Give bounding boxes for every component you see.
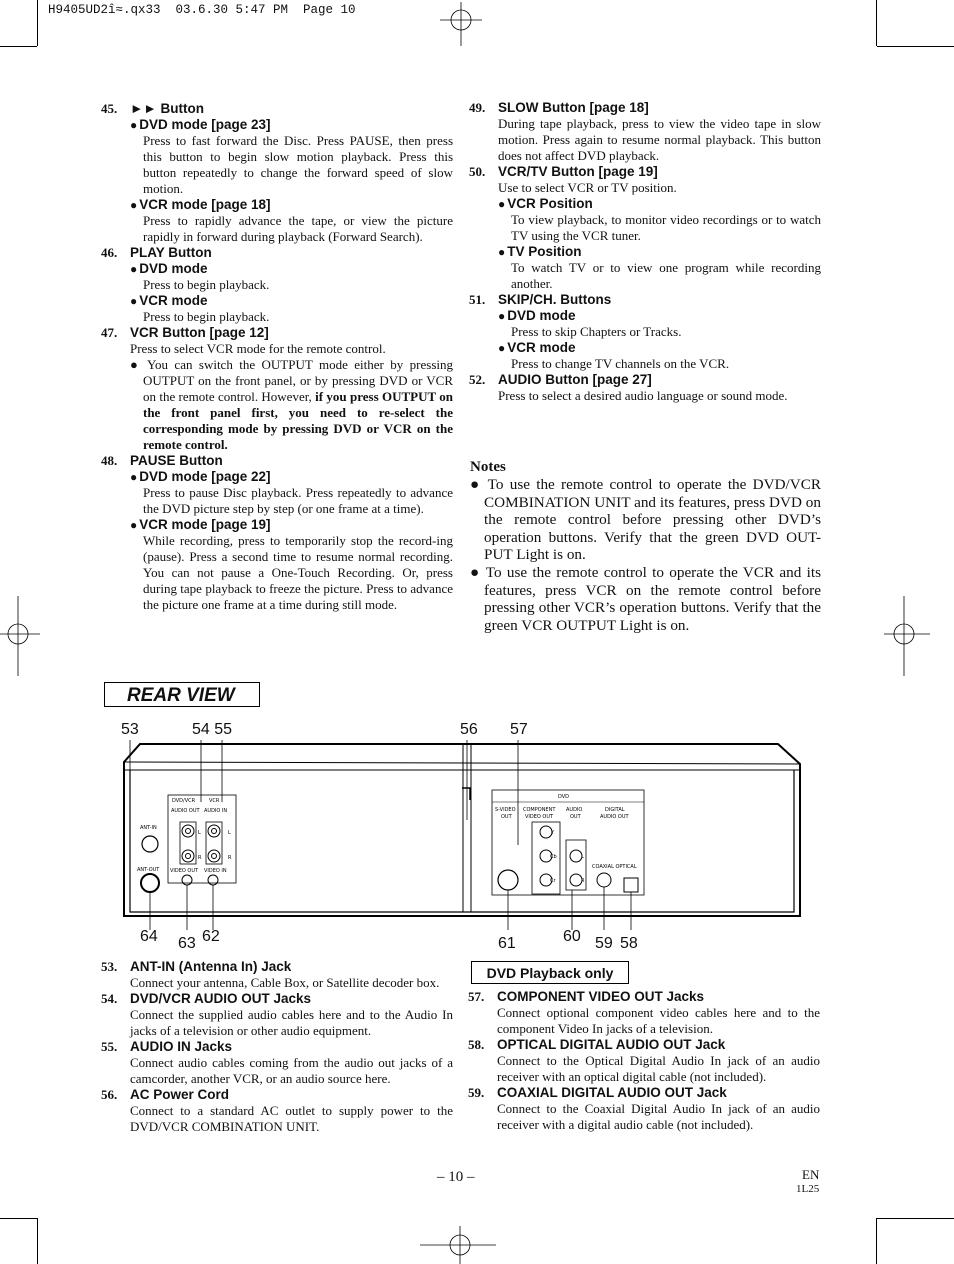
entry-title: VCR/TV Button [page 19] <box>498 164 658 179</box>
entry-number: 55. <box>101 1039 118 1054</box>
svg-text:DVD/VCR: DVD/VCR <box>172 798 196 804</box>
mode-heading: ● DVD mode <box>130 261 208 276</box>
mode-heading: ● VCR Position <box>498 196 593 211</box>
entry-number: 54. <box>101 991 118 1006</box>
model-code: 1L25 <box>796 1183 820 1195</box>
entry-title: ►► Button <box>130 101 204 116</box>
entry-54 <box>101 991 453 1039</box>
right-column <box>469 100 821 404</box>
callout-64: 64 <box>140 928 158 945</box>
svg-text:ANT-OUT: ANT-OUT <box>137 867 160 873</box>
notes-section <box>470 459 821 634</box>
svg-text:ANT-IN: ANT-IN <box>140 825 157 831</box>
entry-55 <box>101 1039 453 1087</box>
entry-number: 46. <box>101 245 118 260</box>
entry-text: Connect audio cables coming from the audio out jacks of a camcorder, another VCR, or an audio source here. <box>130 1055 453 1086</box>
entry-number: 51. <box>469 292 486 307</box>
svg-text:OUT: OUT <box>501 814 512 820</box>
entry-number: 45. <box>101 101 118 116</box>
bullet-note: ● You can switch the OUTPUT mode either by pressing OUTPUT on the front panel, or by pressing DVD or VCR on the remote control. However, if you press OUTPUT on the front panel first, you need to re-select the corresponding mode by pressing DVD or VCR on the remote control. <box>130 357 453 452</box>
entry-title: VCR Button [page 12] <box>130 325 269 340</box>
callout-57: 57 <box>510 721 528 738</box>
entry-title: PLAY Button <box>130 245 212 260</box>
note-item: ● To use the remote control to operate the VCR and its features, press VCR on the remote control before pressing other VCR’s operation buttons. Verify that the green VCR OUTPUT Light is on. <box>470 563 821 634</box>
registration-mark-top <box>440 2 482 46</box>
callout-59: 59 <box>595 935 613 952</box>
entry-48 <box>101 453 453 613</box>
mode-heading: ● DVD mode [page 22] <box>130 469 271 484</box>
entry-number: 50. <box>469 164 486 179</box>
entry-text: Use to select VCR or TV position. <box>498 180 677 195</box>
svg-text:AUDIO OUT: AUDIO OUT <box>171 808 200 814</box>
mode-text: To watch TV or to view one program while recording another. <box>511 260 821 291</box>
entry-title: COMPONENT VIDEO OUT Jacks <box>497 989 705 1004</box>
mode-text: Press to change TV channels on the VCR. <box>511 356 730 371</box>
rear-panel-diagram <box>118 740 808 930</box>
page-number: – 10 – <box>437 1169 475 1185</box>
svg-text:COAXIAL OPTICAL: COAXIAL OPTICAL <box>592 864 637 870</box>
entry-59 <box>468 1085 820 1133</box>
mode-text: To view playback, to monitor video recordings or to watch TV using the VCR tuner. <box>511 212 821 243</box>
entry-title: OPTICAL DIGITAL AUDIO OUT Jack <box>497 1037 726 1052</box>
svg-text:Cr: Cr <box>550 878 556 884</box>
language-code: EN <box>802 1167 820 1182</box>
entry-text: Press to select a desired audio language or sound mode. <box>498 388 788 403</box>
callout-56: 56 <box>460 721 478 738</box>
entry-title: ANT-IN (Antenna In) Jack <box>130 959 292 974</box>
callout-58: 58 <box>620 935 638 952</box>
mode-text: Press to pause Disc playback. Press repeatedly to advance the DVD picture step by step (or one frame at a time). <box>143 485 453 516</box>
svg-text:L: L <box>198 830 201 836</box>
mode-text: Press to skip Chapters or Tracks. <box>511 324 682 339</box>
entry-number: 52. <box>469 372 486 387</box>
registration-mark-bottom <box>420 1226 496 1264</box>
entry-number: 56. <box>101 1087 118 1102</box>
svg-text:AUDIO IN: AUDIO IN <box>204 808 228 814</box>
bottom-left-column <box>101 959 453 1135</box>
entry-text: Connect your antenna, Cable Box, or Satellite decoder box. <box>130 975 440 990</box>
mode-heading: ● VCR mode [page 18] <box>130 197 271 212</box>
entry-text: Connect optional component video cables here and to the component Video In jacks of a television. <box>497 1005 820 1036</box>
entry-title: SLOW Button [page 18] <box>498 100 649 115</box>
svg-text:S-VIDEO: S-VIDEO <box>495 807 516 813</box>
callout-60: 60 <box>563 928 581 945</box>
entry-47 <box>101 325 453 453</box>
registration-mark-right <box>884 596 930 676</box>
svg-text:AUDIO OUT: AUDIO OUT <box>600 814 629 820</box>
svg-text:VCR: VCR <box>209 798 220 804</box>
mode-heading: ● TV Position <box>498 244 582 259</box>
svg-text:L: L <box>581 854 584 860</box>
callout-61: 61 <box>498 935 516 952</box>
mode-text: Press to rapidly advance the tape, or view the picture rapidly in forward during playback (Forward Search). <box>143 213 453 244</box>
entry-title: AC Power Cord <box>130 1087 230 1102</box>
registration-mark-left <box>0 596 40 676</box>
svg-text:Cb: Cb <box>550 854 557 860</box>
svg-text:R: R <box>581 878 585 884</box>
entry-57 <box>468 989 820 1037</box>
entry-number: 58. <box>468 1037 485 1052</box>
rear-view-title: REAR VIEW <box>104 682 260 707</box>
notes-heading: Notes <box>470 459 506 475</box>
entry-number: 57. <box>468 989 485 1004</box>
mode-text: Press to fast forward the Disc. Press PAUSE, then press this button to begin slow motion playback. Press this button repeatedly to change the forward speed of slow motion. <box>143 133 453 196</box>
svg-text:OUT: OUT <box>570 814 581 820</box>
svg-text:COMPONENT: COMPONENT <box>523 807 556 813</box>
svg-text:L: L <box>228 830 231 836</box>
file-header: H9405UD2î≈.qx33 03.6.30 5:47 PM Page 10 <box>48 3 356 17</box>
dvd-playback-only-label: DVD Playback only <box>471 961 629 984</box>
entry-52 <box>469 372 821 404</box>
note-item: ● To use the remote control to operate the DVD/VCR COMBINATION UNIT and its features, press DVD on the remote control before pressing other DVD’s operation buttons. Verify that the green DVD OUT-PUT Light is on. <box>470 476 821 564</box>
svg-text:R: R <box>198 855 202 861</box>
entry-text: Connect to the Coaxial Digital Audio In jack of an audio receiver with a digital audio cable (not included). <box>497 1101 820 1132</box>
mode-heading: ● DVD mode <box>498 308 576 323</box>
entry-56 <box>101 1087 453 1135</box>
entry-number: 47. <box>101 325 118 340</box>
mode-heading: ● VCR mode [page 19] <box>130 517 271 532</box>
callout-62: 62 <box>202 928 220 945</box>
entry-text: During tape playback, press to view the video tape in slow motion. Press again to resume normal playback. This button does not affect DVD playback. <box>498 116 821 163</box>
entry-text: Press to select VCR mode for the remote control. <box>130 341 386 356</box>
entry-title: AUDIO IN Jacks <box>130 1039 233 1054</box>
entry-46 <box>101 245 453 325</box>
mode-text: Press to begin playback. <box>143 277 270 292</box>
mode-text: While recording, press to temporarily stop the record-ing (pause). Press a second time to resume normal recording. You can not pause a One-Touch Recording. Or, press during tape playback to freeze the picture. Press to advance the picture one frame at a time during still mode. <box>143 533 453 612</box>
entry-title: SKIP/CH. Buttons <box>498 292 612 307</box>
bottom-right-column <box>468 989 820 1133</box>
mode-text: Press to begin playback. <box>143 309 270 324</box>
entry-49 <box>469 100 821 164</box>
mode-heading: ● VCR mode <box>130 293 208 308</box>
entry-number: 48. <box>101 453 118 468</box>
svg-text:VIDEO OUT: VIDEO OUT <box>525 814 554 820</box>
mode-heading: ● DVD mode [page 23] <box>130 117 271 132</box>
entry-number: 59. <box>468 1085 485 1100</box>
entry-45 <box>101 101 453 245</box>
svg-text:DVD: DVD <box>558 794 570 800</box>
entry-title: PAUSE Button <box>130 453 223 468</box>
entry-title: DVD/VCR AUDIO OUT Jacks <box>130 991 312 1006</box>
svg-text:VIDEO IN: VIDEO IN <box>204 868 227 874</box>
entry-58 <box>468 1037 820 1085</box>
callout-53: 53 <box>121 721 139 738</box>
entry-title: COAXIAL DIGITAL AUDIO OUT Jack <box>497 1085 727 1100</box>
entry-53 <box>101 959 453 991</box>
entry-51 <box>469 292 821 372</box>
callout-63: 63 <box>178 935 196 952</box>
entry-number: 49. <box>469 100 486 115</box>
mode-heading: ● VCR mode <box>498 340 576 355</box>
left-column <box>101 101 453 613</box>
svg-text:DIGITAL: DIGITAL <box>605 807 625 813</box>
entry-50 <box>469 164 821 292</box>
entry-title: AUDIO Button [page 27] <box>498 372 652 387</box>
svg-text:VIDEO OUT: VIDEO OUT <box>170 868 199 874</box>
callout-54-55: 54 55 <box>192 721 233 738</box>
entry-text: Connect the supplied audio cables here and to the Audio In jacks of a television or other audio equipment. <box>130 1007 453 1038</box>
svg-text:AUDIO: AUDIO <box>566 807 583 813</box>
entry-text: Connect to the Optical Digital Audio In jack of an audio receiver with an optical digital cable (not included). <box>497 1053 820 1084</box>
entry-number: 53. <box>101 959 118 974</box>
svg-text:Y: Y <box>551 830 555 836</box>
entry-text: Connect to a standard AC outlet to supply power to the DVD/VCR COMBINATION UNIT. <box>130 1103 453 1134</box>
svg-text:R: R <box>228 855 232 861</box>
